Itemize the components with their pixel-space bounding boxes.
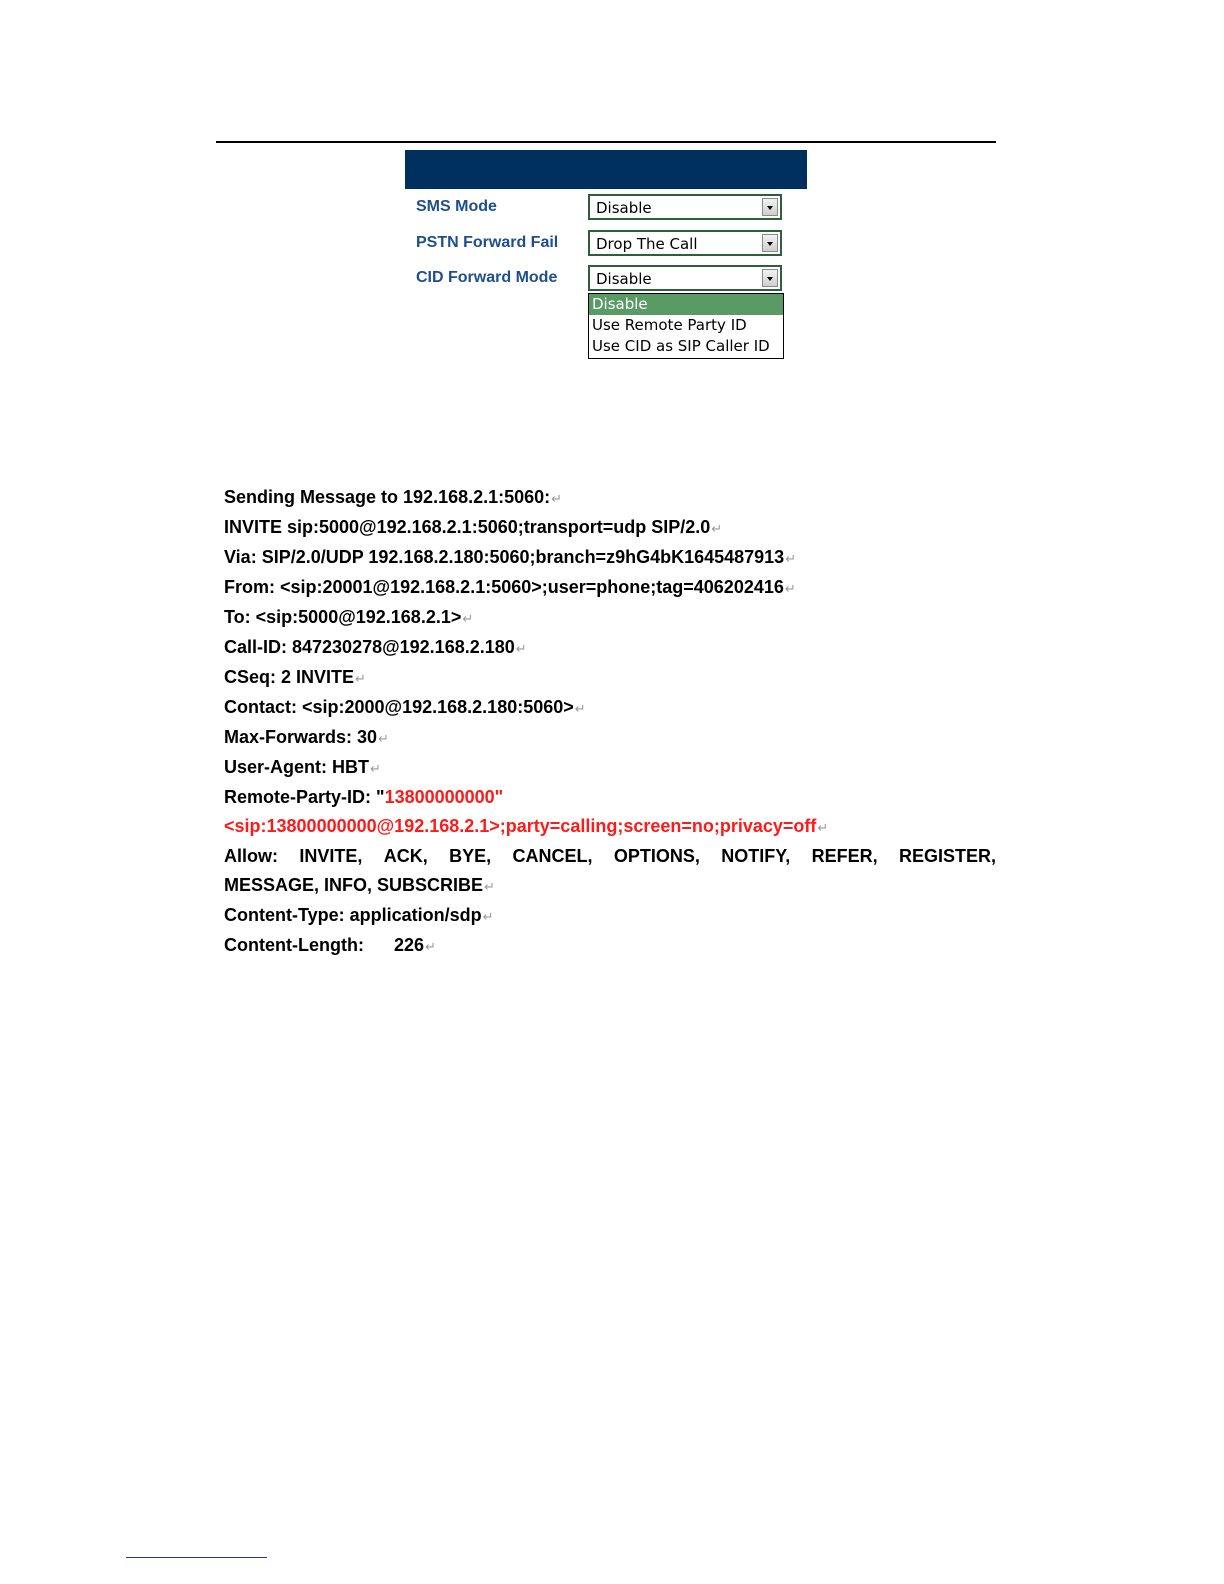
- dropdown-option-disable[interactable]: Disable: [589, 294, 783, 315]
- return-mark-icon: ↵: [425, 939, 436, 954]
- sip-line-remote-party-id: Remote-Party-ID: "13800000000": [224, 787, 504, 807]
- return-mark-icon: ↵: [482, 909, 494, 924]
- return-mark-icon: ↵: [711, 521, 723, 536]
- return-mark-icon: ↵: [551, 491, 563, 506]
- sip-message-block: [224, 483, 996, 961]
- sip-line-allow: Allow: INVITE, ACK, BYE, CANCEL, OPTIONS, NOTIFY, REFER, REGISTER,: [224, 846, 996, 866]
- sip-line: Sending Message to 192.168.2.1:5060:↵: [224, 487, 563, 507]
- sip-line: Max-Forwards: 30↵: [224, 727, 389, 747]
- dropdown-option-use-remote-party-id[interactable]: Use Remote Party ID: [592, 316, 747, 334]
- cid-forward-mode-label: CID Forward Mode: [416, 269, 558, 286]
- return-mark-icon: ↵: [574, 701, 586, 716]
- cid-forward-mode-value: Disable: [596, 270, 652, 288]
- return-mark-icon: ↵: [355, 671, 366, 686]
- sip-line: INVITE sip:5000@192.168.2.1:5060;transport=udp SIP/2.0↵: [224, 517, 723, 537]
- pstn-forward-fail-select[interactable]: [588, 230, 782, 256]
- return-mark-icon: ↵: [515, 641, 527, 656]
- return-mark-icon: ↵: [462, 611, 474, 626]
- return-mark-icon: ↵: [484, 879, 495, 894]
- chevron-down-icon[interactable]: [762, 269, 778, 287]
- remote-party-number: 13800000000": [384, 787, 504, 807]
- sip-line: Call-ID: 847230278@192.168.2.180↵: [224, 637, 527, 657]
- chevron-down-icon[interactable]: [762, 234, 778, 252]
- sip-line-remote-party-uri: <sip:13800000000@192.168.2.1>;party=calling;screen=no;privacy=off↵: [224, 816, 829, 836]
- sms-mode-label: SMS Mode: [416, 198, 497, 215]
- return-mark-icon: ↵: [378, 731, 389, 746]
- sip-line: Content-Type: application/sdp↵: [224, 905, 494, 925]
- sip-line: From: <sip:20001@192.168.2.1:5060>;user=phone;tag=406202416↵: [224, 577, 796, 597]
- cid-forward-mode-select[interactable]: [588, 265, 782, 291]
- sip-line: CSeq: 2 INVITE↵: [224, 667, 366, 687]
- top-rule: [216, 141, 996, 143]
- pstn-forward-fail-value: Drop The Call: [596, 235, 698, 253]
- settings-header-bar: [405, 150, 807, 189]
- chevron-down-icon[interactable]: [762, 198, 778, 216]
- pstn-forward-fail-label: PSTN Forward Fail: [416, 234, 559, 251]
- sip-line: MESSAGE, INFO, SUBSCRIBE↵: [224, 875, 495, 895]
- sms-mode-value: Disable: [596, 199, 652, 217]
- sip-line: Via: SIP/2.0/UDP 192.168.2.180:5060;branch=z9hG4bK1645487913↵: [224, 547, 797, 567]
- sip-line: User-Agent: HBT↵: [224, 757, 381, 777]
- cid-forward-mode-dropdown: [588, 293, 784, 359]
- footnote-rule: [126, 1557, 267, 1558]
- return-mark-icon: ↵: [817, 820, 829, 835]
- sip-line: Content-Length: 226↵: [224, 935, 436, 955]
- return-mark-icon: ↵: [784, 581, 796, 596]
- sms-mode-select[interactable]: [588, 194, 782, 220]
- return-mark-icon: ↵: [370, 761, 381, 776]
- return-mark-icon: ↵: [785, 551, 797, 566]
- sip-line: Contact: <sip:2000@192.168.2.180:5060>↵: [224, 697, 586, 717]
- dropdown-option-use-cid-as-sip-caller-id[interactable]: Use CID as SIP Caller ID: [592, 337, 770, 355]
- sip-line: To: <sip:5000@192.168.2.1>↵: [224, 607, 474, 627]
